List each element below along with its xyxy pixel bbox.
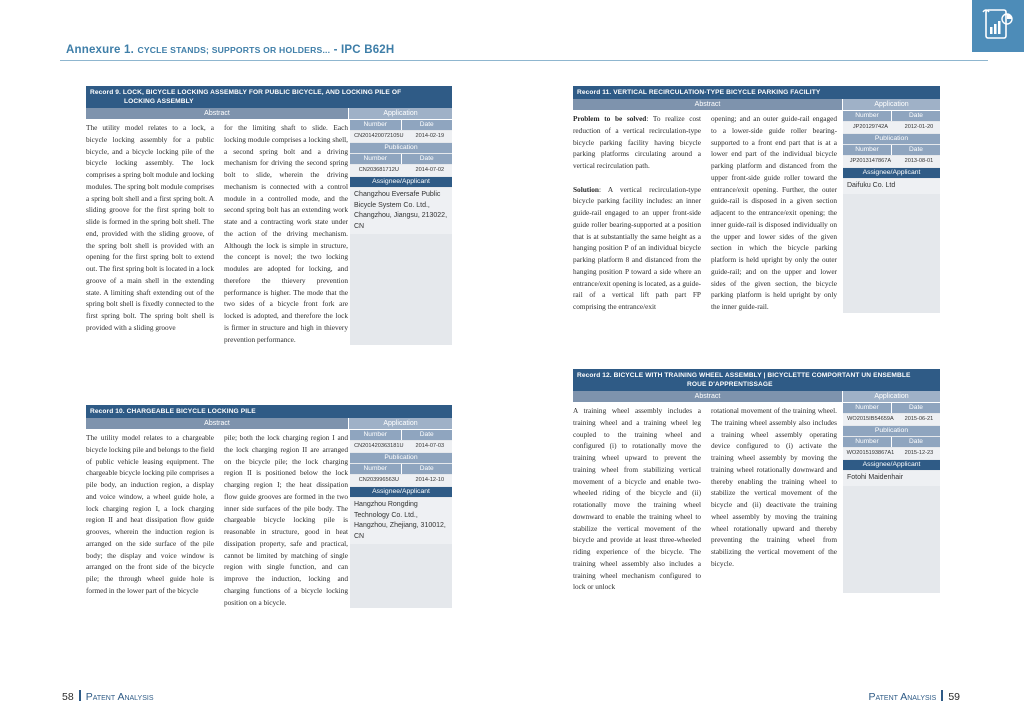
abstract-header: Abstract <box>573 99 842 110</box>
abstract-col-1: The utility model relates to a chargeable bicycle locking pile and belongs to the field of public vehicle leasing equipment. The chargeable bicycle locking pile comprises a pile body, an induction region, a display and voice window, a wheel guide hole, a lock charging region I, a lock charging region II and heat dissipation flow guide grooves, wherein the induction region is arranged on the side surface of the pile body; the display and voice window is arranged on the front side of the bicycle pile; the through wheel guide hole is formed in the lower part of the bicycle <box>86 433 214 595</box>
footer-right <box>868 690 960 703</box>
footer-left-text: Patent Analysis <box>85 691 154 703</box>
title-rule <box>60 60 988 61</box>
application-panel: Number Date CN201420072105U 2014-02-19 Publication Number Date CN203681712U 2014-07-02 Assignee/Applicant Changzhou Eversafe Public Bicycle System Co. Ltd., Changzhou, Jiangsu, 213022, CN <box>350 120 452 345</box>
record-title: Record 9. LOCK, BICYCLE LOCKING ASSEMBLY FOR PUBLIC BICYCLE, AND LOCKING PILE OF LOCKING ASSEMBLY <box>86 86 452 108</box>
pub-date: 2013-08-01 <box>904 158 934 164</box>
application-panel: Number Date WO2015IB54659A 2015-06-21 Publication Number Date WO2015193867A1 2015-12-23 Assignee/Applicant Fotohi Maidenhair <box>843 403 940 593</box>
footer-left <box>62 690 154 703</box>
record-subheader <box>573 99 940 110</box>
app-date: 2015-06-21 <box>904 416 934 422</box>
pub-date: 2015-12-23 <box>904 450 934 456</box>
pub-number: CN203681712U <box>358 167 399 173</box>
abstract-header: Abstract <box>573 391 842 402</box>
app-date: 2014-07-03 <box>415 443 445 449</box>
abstract-header: Abstract <box>86 108 348 119</box>
record-11 <box>573 86 940 313</box>
record-title: Record 12. BICYCLE WITH TRAINING WHEEL ASSEMBLY | BICYCLETTE COMPORTANT UN ENSEMBLE ROUE D'APPRENTISSAGE <box>573 369 940 391</box>
abstract-header: Abstract <box>86 418 348 429</box>
application-header: Application <box>349 418 452 429</box>
record-title: Record 11. VERTICAL RECIRCULATION-TYPE BICYCLE PARKING FACILITY <box>573 86 940 99</box>
title-prefix: Annexure 1. <box>66 44 138 56</box>
app-date: 2012-01-20 <box>904 124 934 130</box>
abstract-col-2: rotational movement of the training wheel. The training wheel assembly also includes a training wheel assembly operating device configured to (i) activate the training wheel assembly by moving the training wheel rotationally downward and thereby enabling the training wheel to stabilize the vertical movement of the bicycle and (ii) deactivate the training wheel assembly by moving the training wheel rotationally upward and thereby preventing the training wheel from stabilizing the vertical movement of the bicycle. <box>711 406 837 568</box>
pub-number: JP2013147867A <box>849 158 892 164</box>
title-main: CYCLE STANDS; SUPPORTS OR HOLDERS... <box>137 45 331 55</box>
record-10 <box>86 405 452 608</box>
pub-date: 2014-07-02 <box>415 167 445 173</box>
abstract-col-2: for the limiting shaft to slide. Each locking module comprises a locking shell, a second spring bolt and a driving mechanism for driving the second spring bolt to slide, wherein the driving mechanism is connected with a control module in a controlled mode, and the second spring bolt has an extending work state and a contracting work state under the action of the driving mechanism. Although the lock is simple in structure, the concept is novel; the two locking modules are adopted for locking, and therefore the thievery prevention performance is higher. The mode that the two sides of a bicycle front fork are locked is adopted, and therefore the lock is firmer in structure and high in thievery prevention performance. <box>224 123 348 344</box>
app-number: CN201420072105U <box>354 133 404 139</box>
page-number-left: 58 <box>62 691 74 703</box>
abstract-col-1: The utility model relates to a lock, a bicycle locking assembly for a public bicycle, and a bicycle locking pile of the bicycle locking assembly. The lock comprises a spring bolt module and locking modules. The spring bolt module comprises a spring bolt shell and a first spring bolt. A sliding groove for the first spring bolt to slide is formed in the spring bolt shell. The end, provided with the sliding groove, of the spring bolt shell is provided with an opening for the first spring bolt to extend out. The first spring bolt is located in a lock groove of a main shell in the extending state. A limiting shaft extending out of the spring bolt shell is fixedly connected to the first spring bolt. The spring bolt shell is provided with a sliding groove <box>86 123 214 332</box>
assignee: Changzhou Eversafe Public Bicycle System Co. Ltd., Changzhou, Jiangsu, 213022, CN <box>350 188 452 234</box>
pub-number: WO2015193867A1 <box>846 450 895 456</box>
app-number: WO2015IB54659A <box>847 416 894 422</box>
application-panel: Number Date CN201420363181U 2014-07-03 Publication Number Date CN203996563U 2014-12-10 Assignee/Applicant Hangzhou Rongding Technology Co. Ltd., Hangzhou, Zhejiang, 310012, CN <box>350 430 452 608</box>
title-suffix: - IPC B62H <box>330 44 395 56</box>
record-9 <box>86 86 452 345</box>
assignee: Daifuku Co. Ltd <box>843 179 940 194</box>
app-number: JP20129742A <box>852 124 888 130</box>
assignee: Fotohi Maidenhair <box>843 471 940 486</box>
abstract-col-2: pile; both the lock charging region I and the lock charging region II are arranged on the bicycle pile; the lock charging region II is positioned below the lock charging region I; the heat dissipation flow guide grooves are formed in the two inner side surfaces of the pile body. The chargeable bicycle locking pile is reasonable in structure, good in heat dissipation property, safe and practical, cannot be limited by matching of single region with single function, and can improve the induction, locking and charging functions of a bicycle locking position on a bicycle. <box>224 433 348 607</box>
abstract-col-1: Problem to be solved: To realize cost reduction of a vertical recirculation-type bicycle parking facility having bicycle parking platforms circulating around a vertical recirculation path. Solution: A vertical recirculation-type bicycle parking facility includes: an inner guide-rail engaged to an upper front-side guide roller bearing-supported at a position that is at substantially the same height as a hanging position P of an individual bicycle parking platform 8 and distanced from the hanging position P toward a side where an entrance/exit opening is located, as a guide-rail of a vertical lift path part FP comprising the entrance/exit <box>573 114 701 311</box>
record-12 <box>573 369 940 593</box>
record-subheader <box>86 418 452 429</box>
record-title: Record 10. CHARGEABLE BICYCLE LOCKING PILE <box>86 405 452 418</box>
application-panel: Number Date JP20129742A 2012-01-20 Publication Number Date JP2013147867A 2013-08-01 Assignee/Applicant Daifuku Co. Ltd <box>843 111 940 313</box>
abstract-col-2: opening; and an outer guide-rail engaged to a lower-side guide roller bearing-supported to a front end part that is at a lower end part of the individual bicycle parking platform and distanced from the upper front-side guide roller toward the entrance/exit opening. Further, the outer guide-rail is disposed in a given section adjacent to the entrance/exit opening; the inner guide-rail is disposed individually on the upper and lower sides of the given section in which the bicycle parking platform is held upright by only the outer guide-rail; and on the upper and lower sides of the given section, the bicycle parking platform is held upright by only the inner guide-rail. <box>711 114 837 311</box>
pub-number: CN203996563U <box>358 477 399 483</box>
record-subheader <box>573 391 940 402</box>
document-chart-icon <box>972 0 1024 52</box>
application-header: Application <box>349 108 452 119</box>
page-number-right: 59 <box>948 691 960 703</box>
footer-right-text: Patent Analysis <box>868 691 937 703</box>
application-header: Application <box>843 99 940 110</box>
application-header: Application <box>843 391 940 402</box>
page-title <box>66 44 394 56</box>
pub-date: 2014-12-10 <box>415 477 445 483</box>
assignee: Hangzhou Rongding Technology Co. Ltd., Hangzhou, Zhejiang, 310012, CN <box>350 498 452 544</box>
app-date: 2014-02-19 <box>415 133 445 139</box>
app-number: CN201420363181U <box>354 443 404 449</box>
abstract-col-1: A training wheel assembly includes a training wheel and a training wheel leg coupled to the training wheel and configured (i) to rotationally move the training wheel upward to prevent the training wheel from stabilizing vertical movement of a bicycle and enable two-wheeled riding of the bicycle and (ii) rotationally move the training wheel downward to enable the training wheel to stabilize the vertical movement of the bicycle and provide at least three-wheeled riding experience of the bicycle. The training wheel assembly also includes a training wheel mechanism configured to lock or unlock <box>573 406 701 592</box>
record-subheader <box>86 108 452 119</box>
